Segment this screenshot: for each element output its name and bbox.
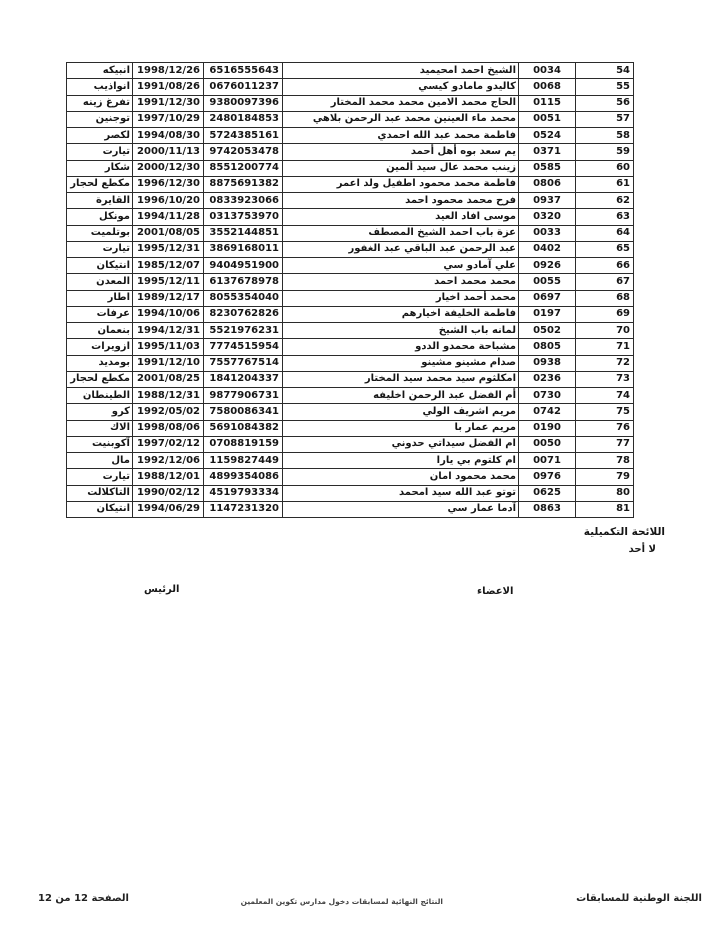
table-row <box>67 323 634 339</box>
national-id-cell: 6137678978 <box>204 274 283 290</box>
name-cell: فاطمة محمد عبد الله احمدي <box>283 128 519 144</box>
national-id-cell: 0833923066 <box>204 193 283 209</box>
national-id-cell: 8551200774 <box>204 160 283 176</box>
birth-date-cell: 1997/02/12 <box>133 436 204 452</box>
birth-date-cell: 1995/12/11 <box>133 274 204 290</box>
table-row <box>67 453 634 469</box>
birth-date-cell: 1995/11/03 <box>133 339 204 355</box>
serial-cell: 75 <box>576 404 634 420</box>
national-id-cell: 5724385161 <box>204 128 283 144</box>
code-cell: 0050 <box>519 436 576 452</box>
name-cell: الشيخ احمد امحيميد <box>283 63 519 79</box>
birth-date-cell: 1997/10/29 <box>133 111 204 127</box>
code-cell: 0806 <box>519 176 576 192</box>
national-id-cell: 3552144851 <box>204 225 283 241</box>
national-id-cell: 6516555643 <box>204 63 283 79</box>
code-cell: 0524 <box>519 128 576 144</box>
birth-place-cell: انتيكان <box>67 258 133 274</box>
birth-place-cell: مونكل <box>67 209 133 225</box>
code-cell: 0190 <box>519 420 576 436</box>
name-cell: عبد الرحمن عبد الباقي عبد الغفور <box>283 241 519 257</box>
code-cell: 0697 <box>519 290 576 306</box>
birth-place-cell: بومديد <box>67 355 133 371</box>
birth-place-cell: ازويرات <box>67 339 133 355</box>
code-cell: 0055 <box>519 274 576 290</box>
code-cell: 0805 <box>519 339 576 355</box>
table-row <box>67 241 634 257</box>
code-cell: 0976 <box>519 469 576 485</box>
national-id-cell: 7774515954 <box>204 339 283 355</box>
table-row <box>67 144 634 160</box>
national-id-cell: 9404951900 <box>204 258 283 274</box>
table-row <box>67 111 634 127</box>
birth-date-cell: 1994/10/06 <box>133 306 204 322</box>
serial-cell: 68 <box>576 290 634 306</box>
table-row <box>67 193 634 209</box>
table-row <box>67 128 634 144</box>
serial-cell: 80 <box>576 485 634 501</box>
name-cell: علي آمادو سي <box>283 258 519 274</box>
birth-date-cell: 2000/12/30 <box>133 160 204 176</box>
name-cell: محمد محمد احمد <box>283 274 519 290</box>
serial-cell: 77 <box>576 436 634 452</box>
birth-date-cell: 1988/12/31 <box>133 388 204 404</box>
code-cell: 0236 <box>519 371 576 387</box>
members-label: الاعضاء <box>477 586 514 597</box>
birth-place-cell: لكصر <box>67 128 133 144</box>
name-cell: آدما عمار سي <box>283 501 519 517</box>
table-row <box>67 258 634 274</box>
name-cell: ام كلتوم بي يارا <box>283 453 519 469</box>
birth-date-cell: 1995/12/31 <box>133 241 204 257</box>
serial-cell: 55 <box>576 79 634 95</box>
name-cell: كاليدو مامادو كيسي <box>283 79 519 95</box>
national-id-cell: 1147231320 <box>204 501 283 517</box>
name-cell: فاطمة محمد محمود اطفيل ولد اعمر <box>283 176 519 192</box>
birth-place-cell: انتيكان <box>67 501 133 517</box>
code-cell: 0371 <box>519 144 576 160</box>
name-cell: مريم اشريف الولي <box>283 404 519 420</box>
table-row <box>67 306 634 322</box>
birth-place-cell: آكوبنيت <box>67 436 133 452</box>
table-row <box>67 355 634 371</box>
code-cell: 0034 <box>519 63 576 79</box>
table-row <box>67 290 634 306</box>
code-cell: 0585 <box>519 160 576 176</box>
birth-place-cell: شكار <box>67 160 133 176</box>
name-cell: ام الفضل سيداتي حدوني <box>283 436 519 452</box>
serial-cell: 61 <box>576 176 634 192</box>
code-cell: 0863 <box>519 501 576 517</box>
national-id-cell: 0676011237 <box>204 79 283 95</box>
code-cell: 0033 <box>519 225 576 241</box>
national-id-cell: 3869168011 <box>204 241 283 257</box>
supplementary-list-body: لا أحد <box>628 544 656 555</box>
code-cell: 0742 <box>519 404 576 420</box>
serial-cell: 73 <box>576 371 634 387</box>
birth-place-cell: تيارت <box>67 144 133 160</box>
code-cell: 0730 <box>519 388 576 404</box>
name-cell: مريم عمار با <box>283 420 519 436</box>
birth-place-cell: كرو <box>67 404 133 420</box>
table-row <box>67 339 634 355</box>
birth-place-cell: الاك <box>67 420 133 436</box>
supplementary-list-title: اللائحة التكميلية <box>583 526 665 538</box>
birth-date-cell: 1996/12/30 <box>133 176 204 192</box>
birth-place-cell: انواذيب <box>67 79 133 95</box>
table-row <box>67 469 634 485</box>
serial-cell: 81 <box>576 501 634 517</box>
table-row <box>67 79 634 95</box>
code-cell: 0068 <box>519 79 576 95</box>
birth-place-cell: بوتلميت <box>67 225 133 241</box>
serial-cell: 65 <box>576 241 634 257</box>
serial-cell: 59 <box>576 144 634 160</box>
national-id-cell: 2480184853 <box>204 111 283 127</box>
name-cell: زينب محمد عال سيد ألمين <box>283 160 519 176</box>
name-cell: يم سعد بوه أهل أحمد <box>283 144 519 160</box>
footer-document-title: النتائج النهائية لمسابقات دخول مدارس تكوين المعلمين <box>240 897 443 906</box>
serial-cell: 62 <box>576 193 634 209</box>
birth-date-cell: 1994/08/30 <box>133 128 204 144</box>
national-id-cell: 8055354040 <box>204 290 283 306</box>
serial-cell: 72 <box>576 355 634 371</box>
national-id-cell: 1159827449 <box>204 453 283 469</box>
national-id-cell: 9742053478 <box>204 144 283 160</box>
table-row <box>67 209 634 225</box>
name-cell: توتو عبد الله سيد امحمد <box>283 485 519 501</box>
birth-date-cell: 1991/12/10 <box>133 355 204 371</box>
birth-place-cell: بنعمان <box>67 323 133 339</box>
birth-date-cell: 1994/12/31 <box>133 323 204 339</box>
name-cell: لمانه باب الشيخ <box>283 323 519 339</box>
serial-cell: 71 <box>576 339 634 355</box>
birth-place-cell: عرفات <box>67 306 133 322</box>
serial-cell: 79 <box>576 469 634 485</box>
national-id-cell: 0313753970 <box>204 209 283 225</box>
national-id-cell: 4519793334 <box>204 485 283 501</box>
national-id-cell: 8230762826 <box>204 306 283 322</box>
code-cell: 0938 <box>519 355 576 371</box>
birth-place-cell: انبيكه <box>67 63 133 79</box>
name-cell: محمد محمود امان <box>283 469 519 485</box>
national-id-cell: 8875691382 <box>204 176 283 192</box>
birth-date-cell: 1990/02/12 <box>133 485 204 501</box>
birth-date-cell: 1985/12/07 <box>133 258 204 274</box>
serial-cell: 66 <box>576 258 634 274</box>
birth-date-cell: 1996/10/20 <box>133 193 204 209</box>
serial-cell: 76 <box>576 420 634 436</box>
serial-cell: 67 <box>576 274 634 290</box>
birth-place-cell: مكطع لحجار <box>67 371 133 387</box>
table-row <box>67 225 634 241</box>
name-cell: موسى افاد العيد <box>283 209 519 225</box>
national-id-cell: 5691084382 <box>204 420 283 436</box>
results-table-body <box>67 63 634 518</box>
birth-date-cell: 1998/08/06 <box>133 420 204 436</box>
table-row <box>67 274 634 290</box>
birth-date-cell: 2000/11/13 <box>133 144 204 160</box>
name-cell: أم الفضل عبد الرحمن اخليفه <box>283 388 519 404</box>
table-row <box>67 436 634 452</box>
birth-place-cell: الطينطان <box>67 388 133 404</box>
birth-place-cell: التاكلالت <box>67 485 133 501</box>
birth-date-cell: 1998/12/26 <box>133 63 204 79</box>
footer-committee-name: اللجنة الوطنية للمسابقات <box>576 893 702 904</box>
birth-place-cell: مكطع لحجار <box>67 176 133 192</box>
table-row <box>67 63 634 79</box>
birth-place-cell: القايرة <box>67 193 133 209</box>
birth-place-cell: تيارت <box>67 469 133 485</box>
birth-date-cell: 1992/12/06 <box>133 453 204 469</box>
name-cell: الحاج محمد الامين محمد محمد المختار <box>283 95 519 111</box>
code-cell: 0926 <box>519 258 576 274</box>
code-cell: 0197 <box>519 306 576 322</box>
table-row <box>67 501 634 517</box>
table-row <box>67 388 634 404</box>
birth-date-cell: 2001/08/25 <box>133 371 204 387</box>
footer-page-number: الصفحة 12 من 12 <box>38 893 129 904</box>
birth-date-cell: 1994/11/28 <box>133 209 204 225</box>
serial-cell: 57 <box>576 111 634 127</box>
serial-cell: 60 <box>576 160 634 176</box>
table-row <box>67 160 634 176</box>
name-cell: محمد أحمد اخيار <box>283 290 519 306</box>
name-cell: فاطمة الخليفة اخيارهم <box>283 306 519 322</box>
national-id-cell: 7580086341 <box>204 404 283 420</box>
code-cell: 0320 <box>519 209 576 225</box>
code-cell: 0625 <box>519 485 576 501</box>
birth-place-cell: المعدن <box>67 274 133 290</box>
results-table <box>66 62 634 518</box>
birth-date-cell: 1989/12/17 <box>133 290 204 306</box>
national-id-cell: 4899354086 <box>204 469 283 485</box>
code-cell: 0502 <box>519 323 576 339</box>
birth-date-cell: 1992/05/02 <box>133 404 204 420</box>
name-cell: امكلثوم سيد محمد سيد المختار <box>283 371 519 387</box>
birth-place-cell: تيارت <box>67 241 133 257</box>
code-cell: 0115 <box>519 95 576 111</box>
table-row <box>67 485 634 501</box>
table-row <box>67 404 634 420</box>
birth-place-cell: توجنين <box>67 111 133 127</box>
national-id-cell: 9380097396 <box>204 95 283 111</box>
birth-date-cell: 2001/08/05 <box>133 225 204 241</box>
table-row <box>67 420 634 436</box>
birth-date-cell: 1991/12/30 <box>133 95 204 111</box>
national-id-cell: 7557767514 <box>204 355 283 371</box>
serial-cell: 70 <box>576 323 634 339</box>
serial-cell: 74 <box>576 388 634 404</box>
national-id-cell: 9877906731 <box>204 388 283 404</box>
name-cell: مشباحة محمدو الددو <box>283 339 519 355</box>
name-cell: صدام مشينو مشينو <box>283 355 519 371</box>
birth-date-cell: 1994/06/29 <box>133 501 204 517</box>
name-cell: فرح محمد محمود احمد <box>283 193 519 209</box>
birth-place-cell: تفرغ زينه <box>67 95 133 111</box>
president-label: الرئيس <box>144 584 180 595</box>
serial-cell: 78 <box>576 453 634 469</box>
serial-cell: 58 <box>576 128 634 144</box>
serial-cell: 54 <box>576 63 634 79</box>
birth-place-cell: مال <box>67 453 133 469</box>
birth-date-cell: 1988/12/01 <box>133 469 204 485</box>
code-cell: 0402 <box>519 241 576 257</box>
name-cell: محمد ماء العينين محمد عبد الرحمن بلاهي <box>283 111 519 127</box>
serial-cell: 69 <box>576 306 634 322</box>
serial-cell: 56 <box>576 95 634 111</box>
national-id-cell: 5521976231 <box>204 323 283 339</box>
serial-cell: 63 <box>576 209 634 225</box>
code-cell: 0051 <box>519 111 576 127</box>
serial-cell: 64 <box>576 225 634 241</box>
birth-place-cell: اطار <box>67 290 133 306</box>
national-id-cell: 1841204337 <box>204 371 283 387</box>
code-cell: 0937 <box>519 193 576 209</box>
table-row <box>67 176 634 192</box>
table-row <box>67 95 634 111</box>
table-row <box>67 371 634 387</box>
national-id-cell: 0708819159 <box>204 436 283 452</box>
birth-date-cell: 1991/08/26 <box>133 79 204 95</box>
code-cell: 0071 <box>519 453 576 469</box>
name-cell: عزة باب احمد الشيخ المصطف <box>283 225 519 241</box>
